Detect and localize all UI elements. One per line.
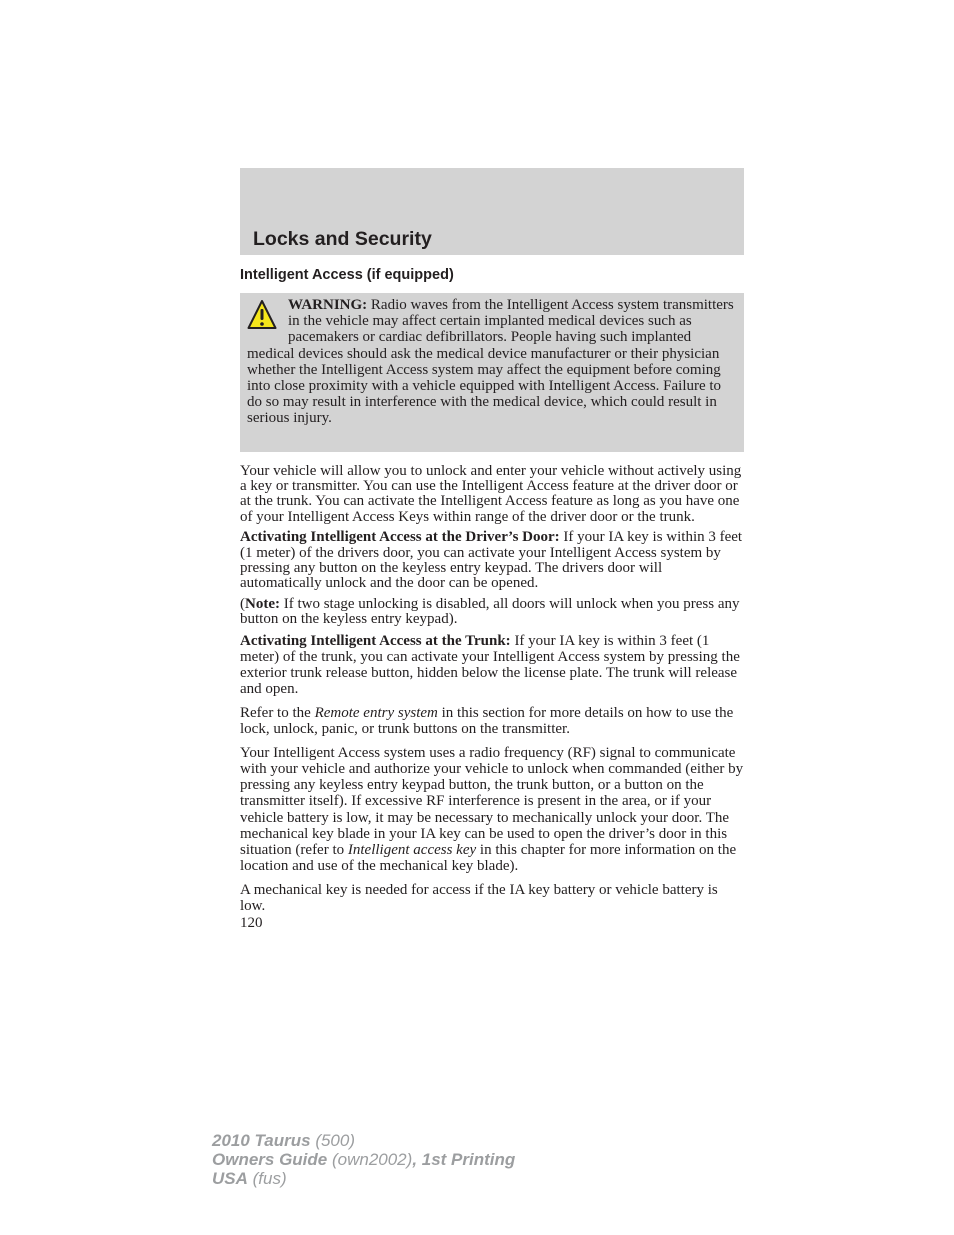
paragraph-rf-signal: [240, 745, 746, 875]
warning-label: WARNING:: [288, 297, 368, 313]
refer-text-a: Refer to the: [240, 704, 315, 721]
note-label: Note:: [245, 595, 280, 612]
paragraph-refer-remote: [240, 705, 746, 737]
rf-text-b: in this chapter for more information on the location and use of the mechanical key blade).: [240, 841, 737, 875]
refer-text-b: in this section for more details on how to use the lock, unlock, panic, or trunk buttons on the transmitter.: [240, 704, 734, 738]
paragraph-drivers-door: [240, 530, 746, 591]
drivers-door-heading: Activating Intelligent Access at the Driver’s Door:: [240, 529, 560, 546]
body-text: [240, 464, 746, 937]
note-text: If two stage unlocking is disabled, all doors will unlock when you press any button on the keyless entry keypad).: [240, 595, 740, 627]
paragraph-note: [240, 597, 746, 627]
page-number: 120: [240, 915, 263, 932]
footer-line-guide: [212, 1150, 515, 1169]
warning-text: [247, 297, 736, 427]
footer-line-market: [212, 1169, 515, 1188]
paragraph-intro: Your vehicle will allow you to unlock and enter your vehicle without actively using a key or transmitter. You can use the Intelligent Access feature at the driver door or at the trunk. You can activate the Intelligent Access feature as long as you have one of your Intelligent Access Keys within range of the driver door or the trunk.: [240, 463, 742, 525]
trunk-heading: Activating Intelligent Access at the Trunk:: [240, 632, 511, 649]
footer-market-code: (fus): [247, 1169, 287, 1188]
footer-print-info: [212, 1131, 515, 1188]
paragraph-trunk: [240, 633, 746, 698]
warning-box: [240, 293, 744, 452]
intelligent-access-key-reference: Intelligent access key: [347, 841, 477, 858]
warning-body: Radio waves from the Intelligent Access system transmitters in the vehicle may affect certain implanted medical devices such as pacemakers or cardiac defibrillators. People having such implanted medical devices should ask the medical device manufacturer or their physician whether the Intelligent Access system may affect the equipment before coming into close proximity with a vehicle equipped with Intelligent Access. Failure to do so may result in interference with the medical device, which could result in serious injury.: [247, 297, 734, 427]
section-title: Locks and Security: [253, 228, 432, 250]
rf-text-a: Your Intelligent Access system uses a radio frequency (RF) signal to communicate with your vehicle and authorize your vehicle to unlock when commanded (either by pressing any keyless entry keypad button, the trunk button, or a button on the transmitter itself). If excessive RF interference is present in the area, or if your vehicle battery is low, it may be necessary to mechanically unlock your door. The mechanical key blade in your IA key can be used to open the driver’s door in this situation (refer to: [240, 744, 744, 858]
footer-guide: Owners Guide: [212, 1150, 328, 1169]
warning-triangle-icon: [247, 299, 277, 331]
drivers-door-text: If your IA key is within 3 feet (1 meter) of the drivers door, you can activate your Intelligent Access system by pressing any button on the keyless entry keypad. The drivers door will automatically unlock and the door can be opened.: [240, 529, 743, 591]
footer-model-code: (500): [310, 1131, 356, 1150]
paragraph-mechanical-key: A mechanical key is needed for access if the IA key battery or vehicle battery is low.: [240, 881, 718, 915]
footer-printing: , 1st Printing: [412, 1150, 516, 1169]
trunk-text: If your IA key is within 3 feet (1 meter) of the trunk, you can activate your Intelligent Access system by pressing the exterior trunk release button, hidden below the license plate. The trunk will release and open.: [240, 632, 740, 698]
page-heading: Intelligent Access (if equipped): [240, 267, 454, 283]
footer-line-model: [212, 1131, 515, 1150]
remote-entry-reference: Remote entry system: [314, 704, 438, 721]
footer-guide-code: (own2002): [327, 1150, 413, 1169]
note-open-paren: (: [240, 595, 245, 612]
section-header-band: [240, 168, 744, 255]
footer-market: USA: [212, 1169, 248, 1188]
footer-model: 2010 Taurus: [212, 1131, 311, 1150]
